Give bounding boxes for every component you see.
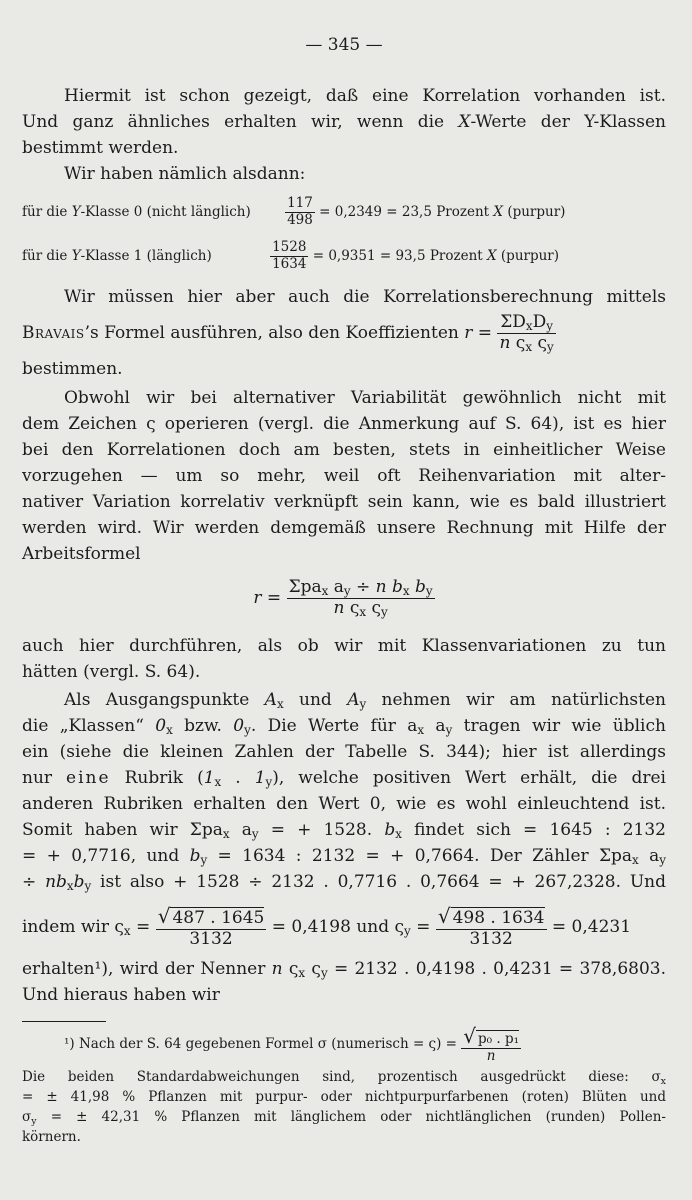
text-line: ÷ $nb_xb_y$ ist also + 1528 ÷ 2132 . 0,7716 . 0,7664 = + 267,2328. Und: [22, 872, 667, 893]
text-line: Wir haben nämlich alsdann:: [64, 164, 306, 184]
text-line: Obwohl wir bei alternativer Variabilität gewöhnlich nicht mit: [64, 388, 666, 408]
text-line: die „Klassen“ $0_x$ bzw. $0_y$. Die Werte für $a_x$ $a_y$ tragen wir wie üblich: [22, 716, 666, 737]
text-line: Somit haben wir Σpa$_x$ $a_y$ = + 1528. $b_x$ findet sich = 1645 : 2132: [22, 820, 666, 841]
text-line: vorzugehen — um so mehr, weil oft Reihenvariation mit alter-: [22, 466, 666, 486]
text-line: dem Zeichen ς operieren (vergl. die Anmerkung auf S. 64), ist es hier: [22, 414, 666, 434]
text-line: = + 0,7716, und $b_y = 1634$ : 2132 = + 0,7664. Der Zähler Σpa$_x$ $a_y$: [22, 846, 666, 867]
text-line: Als Ausgangspunkte $A_x$ und $A_y$ nehmen wir am natürlichsten: [64, 690, 666, 711]
text-line: Arbeitsformel: [22, 544, 141, 564]
text-line: ein (siehe die kleinen Zahlen der Tabelle S. 344); hier ist allerdings: [22, 742, 666, 762]
text-line: Bravais’s Formel ausführen, also den Koeffizienten r = $\frac{\Sigma D_xD_y}{n \varsigma_x \varsigma_y}$: [22, 312, 554, 354]
class-ratio-row: für die Y-Klasse 1 (länglich) $\frac{1528}{1634}$ = 0,9351 = 93,5 Prozent X (purpur): [22, 239, 560, 272]
text-line: Hiermit ist schon gezeigt, daß eine Korrelation vorhanden ist.: [64, 86, 666, 106]
footnote-line: körnern.: [22, 1129, 81, 1145]
text-line: erhalten¹), wird der Nenner n $\varsigma_x$ $\varsigma_y = 2132$ . 0,4198 . 0,4231 = 378,6803.: [22, 959, 666, 980]
text-line: anderen Rubriken erhalten den Wert 0, wie es wohl einleuchtend ist.: [22, 794, 666, 814]
footnote-line: ¹) Nach der S. 64 gegebenen Formel σ (numerisch = ς) = $\frac{\text{√ p₀ . p₁}}{n}$: [64, 1023, 520, 1064]
text-line: werden wird. Wir werden demgemäß unsere Rechnung mit Hilfe der: [22, 518, 666, 538]
text-line: Und hieraus haben wir: [22, 985, 220, 1005]
text-line: auch hier durchführen, als ob wir mit Klassenvariationen zu tun: [22, 636, 666, 656]
standard-deviation-line: indem wir $\varsigma_x$ = $\frac{√ 487 . 1645}{3132}$ = 0,4198 und $\varsigma_y$ = $\frac{√ 498 . 1634}{3132}$ = 0,4231: [22, 904, 632, 949]
page-number: — 345 —: [305, 35, 383, 55]
working-formula: r = $\frac{\Sigma pa_x a_y \div n b_x b_y}{n \varsigma_x \varsigma_y}$: [253, 577, 433, 619]
footnote-rule: [22, 1021, 106, 1022]
text-line: bestimmen.: [22, 359, 123, 379]
footnote-line: $\sigma_y$ = ± 42,31 % Pflanzen mit länglichem oder nichtlänglichen (runden) Pollen-: [22, 1109, 666, 1127]
text-line: bei den Korrelationen doch am besten, stets in einheitlicher Weise: [22, 440, 666, 460]
text-line: nur eine Rubrik ($1_x$ . $1_y$), welche positiven Wert erhält, die drei: [22, 768, 666, 789]
footnote-line: = ± 41,98 % Pflanzen mit purpur- oder nichtpurpurfarbenen (roten) Blüten und: [22, 1089, 666, 1105]
footnote-line: Die beiden Standardabweichungen sind, prozentisch ausgedrückt diese: $\sigma_x$: [22, 1069, 666, 1087]
text-line: nativer Variation korrelativ verknüpft sein kann, wie es bald illustriert: [22, 492, 666, 512]
text-line: bestimmt werden.: [22, 138, 179, 158]
class-ratio-row: für die Y-Klasse 0 (nicht länglich) $\frac{117}{498}$ = 0,2349 = 23,5 Prozent X (purpur): [22, 195, 566, 228]
text-line: Und ganz ähnliches erhalten wir, wenn die X-Werte der Y-Klassen: [22, 112, 666, 132]
text-line: Wir müssen hier aber auch die Korrelationsberechnung mittels: [64, 287, 666, 307]
text-line: hätten (vergl. S. 64).: [22, 662, 201, 682]
